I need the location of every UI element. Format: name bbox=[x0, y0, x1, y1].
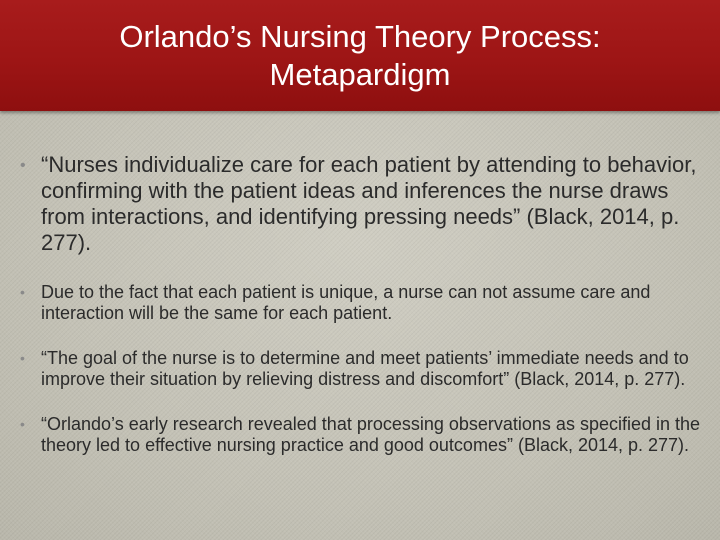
bullet-text: Due to the fact that each patient is unique, a nurse can not assume care and interaction will be the same for each patient. bbox=[41, 282, 651, 323]
title-bar bbox=[0, 0, 720, 111]
bullet-text: “Orlando’s early research revealed that processing observations as specified in the theory led to effective nursing practice and good outcomes” (Black, 2014, p. 277). bbox=[41, 414, 701, 455]
bullet-marker: • bbox=[20, 157, 26, 174]
bullet-list bbox=[20, 152, 710, 480]
slide-title: Orlando’s Nursing Theory Process: Metapardigm bbox=[119, 18, 601, 92]
bullet-text: “The goal of the nurse is to determine and meet patients’ immediate needs and to improve their situation by relieving distress and discomfort” (Black, 2014, p. 277). bbox=[41, 348, 689, 389]
bullet-text: “Nurses individualize care for each patient by attending to behavior, confirming with the patient ideas and inferences the nurse draws from interactions, and identifying pressing needs” (Black, 2014, p. 277). bbox=[41, 152, 697, 255]
bullet-marker: • bbox=[20, 416, 25, 432]
bullet-item bbox=[20, 152, 701, 256]
bullet-item bbox=[20, 282, 710, 324]
bullet-marker: • bbox=[20, 284, 25, 300]
bullet-item bbox=[20, 348, 710, 390]
bullet-item bbox=[20, 414, 710, 456]
bullet-marker: • bbox=[20, 350, 25, 366]
